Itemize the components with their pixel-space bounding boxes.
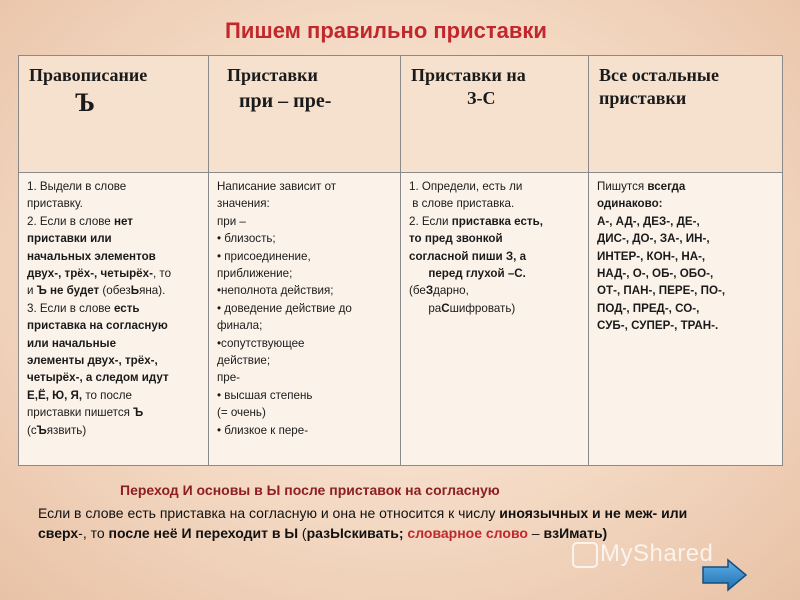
text-run: приставка есть,	[451, 214, 543, 228]
rule-line	[27, 387, 202, 404]
rule-line	[27, 404, 202, 421]
text-run: согласной пиши З, а	[409, 249, 527, 263]
rule-line	[217, 300, 394, 317]
text-run: Ъ не будет	[36, 284, 100, 298]
text-run: и	[27, 284, 37, 298]
text-run: четырёх-, а следом идут	[27, 371, 169, 385]
text-run: или сверх	[38, 505, 688, 541]
rule-line	[27, 282, 202, 299]
text-run: язвить)	[46, 423, 87, 437]
header-label: Ъ	[75, 88, 95, 117]
rule-line	[217, 317, 394, 334]
text-run: 3. Если в слове	[27, 301, 114, 315]
text-run: перед глухой –С.	[409, 267, 526, 281]
rule-line	[27, 422, 202, 439]
rule-line	[217, 178, 394, 195]
rule-line	[27, 300, 202, 317]
rule-line	[597, 317, 776, 334]
text-run: элементы двух-, трёх-,	[27, 354, 158, 368]
text-run: то после	[82, 388, 132, 402]
header-cell-z-s	[401, 56, 589, 173]
watermark-logo: MyShared	[600, 540, 714, 567]
table-header-row	[19, 56, 783, 173]
header-cell-hard-sign	[19, 56, 209, 173]
rule-line	[409, 300, 582, 317]
page-title: Пишем правильно приставки	[225, 18, 547, 43]
rule-line	[217, 265, 394, 282]
text-run: разЫскивать;	[306, 525, 404, 541]
text-run: приставки пишется	[27, 406, 134, 420]
text-run: (	[298, 525, 307, 541]
text-run: • высшая степень	[217, 388, 313, 402]
footer-text	[38, 503, 738, 543]
body-cell-hard-sign	[19, 173, 209, 466]
header-cell-pri-pre	[209, 56, 401, 173]
rules-table	[18, 55, 783, 466]
text-run: при –	[217, 214, 246, 228]
rule-line	[597, 178, 776, 195]
header-label: Приставки на	[411, 65, 526, 85]
rule-line	[27, 230, 202, 247]
rule-line	[217, 387, 394, 404]
text-run: Е,Ё, Ю, Я,	[27, 388, 83, 402]
rule-line	[597, 230, 776, 247]
text-run: А-, АД-, ДЕЗ-, ДЕ-,	[597, 214, 700, 228]
text-run: после неё И переходит в Ы	[108, 525, 299, 541]
text-run: приставку.	[27, 197, 83, 211]
text-run: -, то	[78, 525, 109, 541]
rule-line	[409, 248, 582, 265]
rule-line	[217, 369, 394, 386]
text-run: иноязычных и не меж-	[499, 505, 658, 521]
table-body-row	[19, 173, 783, 466]
rule-line	[217, 213, 394, 230]
rule-line	[27, 335, 202, 352]
text-run: Ъ	[36, 423, 47, 437]
text-run: –	[527, 525, 544, 541]
text-run: пре-	[217, 371, 241, 385]
text-run: есть	[113, 301, 140, 315]
rule-line	[409, 213, 582, 230]
text-run: начальных элементов	[27, 249, 156, 263]
header-label: приставки	[599, 88, 687, 108]
rule-line	[409, 265, 582, 282]
text-run: приставки или	[27, 232, 112, 246]
text-run: в слове приставка.	[409, 197, 515, 211]
rule-line	[217, 248, 394, 265]
text-run: ИНТЕР-, КОН-, НА-,	[597, 249, 706, 263]
text-run: Если в слове есть приставка на согласную и она не относится к числу	[38, 505, 500, 521]
text-run: (с	[27, 423, 37, 437]
text-run: Пишутся	[597, 180, 648, 193]
text-run: значения:	[217, 197, 270, 211]
text-run: нет	[113, 214, 133, 228]
text-run: финала;	[217, 319, 263, 333]
text-run: 2. Если	[409, 214, 452, 228]
text-run: взИмать)	[543, 525, 608, 541]
text-run: словарное слово	[407, 525, 528, 541]
text-run: ДИС-, ДО-, ЗА-, ИН-,	[597, 232, 710, 246]
text-run: одинаково:	[597, 197, 663, 211]
rule-line	[409, 282, 582, 299]
rule-line	[217, 335, 394, 352]
rule-line	[27, 369, 202, 386]
rule-line	[597, 265, 776, 282]
header-cell-other	[589, 56, 783, 173]
text-run: ПОД-, ПРЕД-, СО-,	[597, 301, 700, 315]
text-run: (бе	[409, 284, 426, 298]
rule-line	[27, 317, 202, 334]
text-run: • доведение действие до	[217, 301, 352, 315]
text-run: 1. Выдели в слове	[27, 180, 127, 193]
rule-line	[597, 300, 776, 317]
text-run: НАД-, О-, ОБ-, ОБО-,	[597, 267, 714, 281]
text-run: приближение;	[217, 267, 293, 281]
text-run: Ъ	[133, 406, 144, 420]
text-run: • близость;	[217, 232, 276, 246]
footer-heading: Переход И основы в Ы после приставок на согласную	[120, 482, 500, 498]
text-run: двух-, трёх-, четырёх-	[27, 267, 153, 281]
text-run: •сопутствующее	[217, 336, 305, 350]
rule-line	[409, 178, 582, 195]
rule-line	[27, 178, 202, 195]
text-run: приставка на согласную	[27, 319, 168, 333]
rule-line	[27, 213, 202, 230]
text-run: дарно,	[433, 284, 469, 298]
rule-line	[217, 282, 394, 299]
rule-line	[217, 230, 394, 247]
header-label: Приставки	[227, 65, 318, 85]
text-run: • присоединение,	[217, 249, 311, 263]
rule-line	[597, 195, 776, 212]
text-run: •неполнота действия;	[217, 284, 334, 298]
watermark-icon	[572, 542, 598, 568]
rule-line	[409, 230, 582, 247]
text-run: 2. Если в слове	[27, 214, 114, 228]
body-cell-other	[589, 173, 783, 466]
header-label: при – пре-	[239, 90, 332, 112]
rule-line	[27, 265, 202, 282]
rule-line	[409, 195, 582, 212]
rule-line	[597, 248, 776, 265]
text-run: С	[441, 301, 450, 315]
text-run: • близкое к пере-	[217, 423, 309, 437]
header-label: З-С	[467, 88, 496, 108]
text-run: действие;	[217, 354, 271, 368]
text-run: яна).	[139, 284, 166, 298]
rule-line	[27, 248, 202, 265]
text-run: или начальные	[27, 336, 117, 350]
text-run: , то	[152, 267, 172, 281]
text-run: ра	[409, 301, 442, 315]
text-run: (= очень)	[217, 406, 266, 420]
rule-line	[597, 213, 776, 230]
body-cell-pri-pre	[209, 173, 401, 466]
text-run: (обез	[99, 284, 131, 298]
text-run: ОТ-, ПАН-, ПЕРЕ-, ПО-,	[597, 284, 726, 298]
text-run: всегда	[647, 180, 686, 193]
text-run: 1. Определи, есть ли	[409, 180, 523, 193]
header-label: Правописание	[29, 65, 148, 85]
rule-line	[217, 404, 394, 421]
rule-line	[27, 352, 202, 369]
text-run: Написание зависит от	[217, 180, 337, 193]
text-run: З	[425, 284, 434, 298]
rule-line	[217, 352, 394, 369]
rule-line	[597, 282, 776, 299]
next-slide-button[interactable]	[700, 558, 748, 592]
arrow-right-icon	[703, 560, 746, 590]
header-label: Все остальные	[599, 65, 719, 85]
body-cell-z-s	[401, 173, 589, 466]
text-run: Ь	[130, 284, 140, 298]
text-run: шифровать)	[449, 301, 516, 315]
text-run: СУБ-, СУПЕР-, ТРАН-.	[597, 319, 719, 333]
rule-line	[27, 195, 202, 212]
rule-line	[217, 422, 394, 439]
rule-line	[217, 195, 394, 212]
text-run: то пред звонкой	[409, 232, 503, 246]
